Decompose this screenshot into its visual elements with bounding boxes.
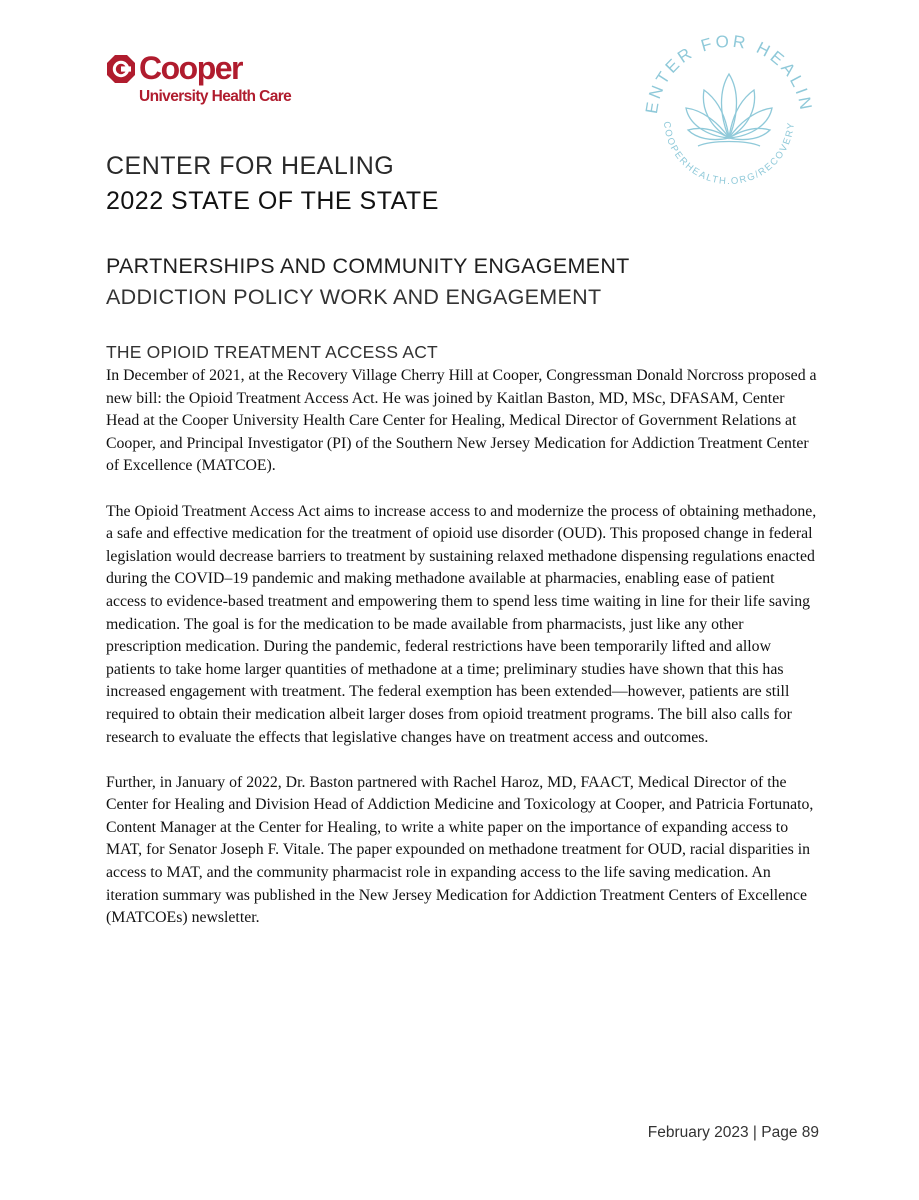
svg-text:COOPERHEALTH.ORG/RECOVERY [661, 121, 797, 187]
subheading: THE OPIOID TREATMENT ACCESS ACT [106, 342, 438, 362]
document-title-line-1: CENTER FOR HEALING [106, 152, 395, 180]
logo-subtitle: University Health Care [139, 88, 292, 105]
document-title-line-2: 2022 STATE OF THE STATE [106, 187, 439, 215]
svg-text:CENTER FOR HEALING [636, 26, 816, 115]
cooper-c-icon [106, 54, 136, 84]
section-subtitle: ADDICTION POLICY WORK AND ENGAGEMENT [106, 285, 602, 309]
center-for-healing-seal [636, 26, 822, 212]
section-title: PARTNERSHIPS AND COMMUNITY ENGAGEMENT [106, 254, 630, 278]
cooper-logo [106, 52, 306, 112]
paragraph: Further, in January of 2022, Dr. Baston partnered with Rachel Haroz, MD, FAACT, Medical Director of the Center for Healing and Division Head of Addiction Medicine and Toxicology at Cooper, and Patricia Fortunato, Content Manager at the Center for Healing, to write a white paper on the importance of expanding access to MAT, for Senator Joseph F. Vitale. The paper expounded on methadone treatment for OUD, racial disparities in access to MAT, and the community pharmacist role in expanding access to the life saving medication. An iteration summary was published in the New Jersey Medication for Addiction Treatment Centers of Excellence (MATCOEs) newsletter. [106, 773, 814, 927]
seal-bottom-text: COOPERHEALTH.ORG/RECOVERY [660, 120, 798, 188]
lotus-icon [686, 74, 772, 146]
paragraph: In December of 2021, at the Recovery Village Cherry Hill at Cooper, Congressman Donald Norcross proposed a new bill: the Opioid Treatment Access Act. He was joined by Kaitlan Baston, MD, MSc, DFASAM, Center Head at the Cooper University Health Care Center for Healing, Medical Director of Government Relations at Cooper, and Principal Investigator (PI) of the Southern New Jersey Medication for Addiction Treatment Center of Excellence (MATCOE). [106, 367, 817, 475]
seal-top-text: ENTER FOR HEALIN [641, 31, 816, 116]
logo-name: Cooper [139, 50, 242, 86]
body-text [106, 365, 818, 952]
paragraph: The Opioid Treatment Access Act aims to increase access to and modernize the process of obtaining methadone, a safe and effective medication for the treatment of opioid use disorder (OUD). This proposed change in federal legislation would decrease barriers to treatment by sustaining relaxed methadone dispensing regulations enacted during the COVID–19 pandemic and making methadone available at pharmacies, enabling ease of patient access to evidence-based treatment and empowering them to spend less time waiting in line for their life saving medication. The goal is for the medication to be made available from pharmacists, just like any other prescription medication. During the pandemic, federal restrictions have been temporarily lifted and allow patients to take home larger quantities of methadone at a time; preliminary studies have shown that this has increased engagement with treatment. The federal exemption has been extended—however, patients are still required to obtain their medication albeit larger doses from opioid treatment programs. The bill also calls for research to evaluate the effects that legislative changes have on treatment access and outcomes. [106, 502, 817, 746]
page-footer: February 2023 | Page 89 [647, 1124, 819, 1141]
